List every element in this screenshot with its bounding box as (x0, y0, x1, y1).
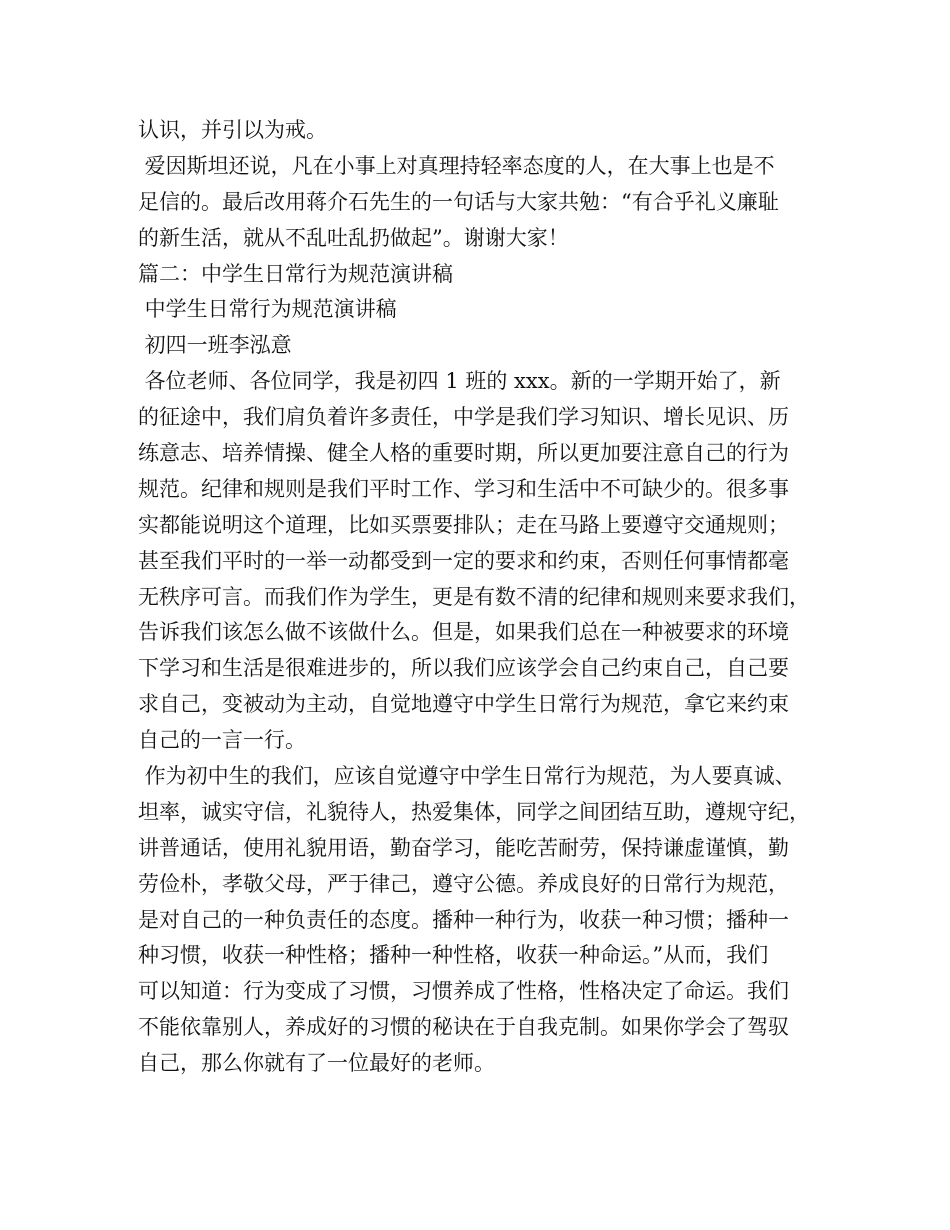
text-line: 各位老师、各位同学，我是初四 1 班的 xxx。新的一学期开始了，新 (138, 369, 781, 394)
text-line: 甚至我们平时的一举一动都受到一定的要求和约束，否则任何事情都毫 (138, 548, 789, 573)
text-line: 是对自己的一种负责任的态度。播种一种行为，收获一种习惯；播种一 (138, 907, 789, 932)
document-body (138, 113, 838, 1082)
text-line: 规范。纪律和规则是我们平时工作、学习和生活中不可缺少的。很多事 (138, 476, 789, 501)
text-line: 练意志、培养情操、健全人格的重要时期，所以更加要注意自己的行为 (138, 441, 789, 466)
text-line: 下学习和生活是很难进步的，所以我们应该学会自己约束自己，自己要 (138, 656, 789, 681)
text-line: 的新生活，就从不乱吐乱扔做起”。谢谢大家！ (138, 225, 569, 250)
text-line: 可以知道：行为变成了习惯，习惯养成了性格，性格决定了命运。我们 (138, 979, 789, 1004)
text-line: 不能依靠别人，养成好的习惯的秘诀在于自我克制。如果你学会了驾驭 (138, 1015, 789, 1040)
section-heading: 篇二：中学生日常行为规范演讲稿 (138, 261, 453, 286)
text-line: 求自己，变被动为主动，自觉地遵守中学生日常行为规范，拿它来约束 (138, 692, 789, 717)
speaker-name: 初四一班李泓意 (138, 333, 292, 358)
text-line: 讲普通话，使用礼貌用语，勤奋学习，能吃苦耐劳，保持谦虚谨慎，勤 (138, 835, 789, 860)
text-line: 的征途中，我们肩负着许多责任，中学是我们学习知识、增长见识、历 (138, 405, 789, 430)
text-line: 自己的一言一行。 (138, 728, 306, 753)
text-line: 足信的。最后改用蒋介石先生的一句话与大家共勉：“有合乎礼义廉耻 (138, 189, 779, 214)
text-line: 作为初中生的我们，应该自觉遵守中学生日常行为规范，为人要真诚、 (138, 764, 796, 789)
text-line: 认识，并引以为戒。 (138, 118, 327, 142)
speech-title: 中学生日常行为规范演讲稿 (138, 297, 397, 322)
text-line: 告诉我们该怎么做不该做什么。但是，如果我们总在一种被要求的环境 (138, 620, 789, 645)
text-line: 无秩序可言。而我们作为学生，更是有数不清的纪律和规则来要求我们， (138, 584, 810, 609)
text-line: 实都能说明这个道理，比如买票要排队；走在马路上要遵守交通规则； (138, 512, 789, 537)
text-line: 劳俭朴，孝敬父母，严于律己，遵守公德。养成良好的日常行为规范， (138, 871, 789, 896)
text-line: 种习惯，收获一种性格；播种一种性格，收获一种命运。”从而，我们 (138, 943, 769, 968)
text-line: 坦率，诚实守信，礼貌待人，热爱集体，同学之间团结互助，遵规守纪， (138, 799, 810, 824)
text-line: 爱因斯坦还说，凡在小事上对真理持轻率态度的人，在大事上也是不 (138, 153, 775, 178)
text-line: 自己，那么你就有了一位最好的老师。 (138, 1051, 495, 1076)
